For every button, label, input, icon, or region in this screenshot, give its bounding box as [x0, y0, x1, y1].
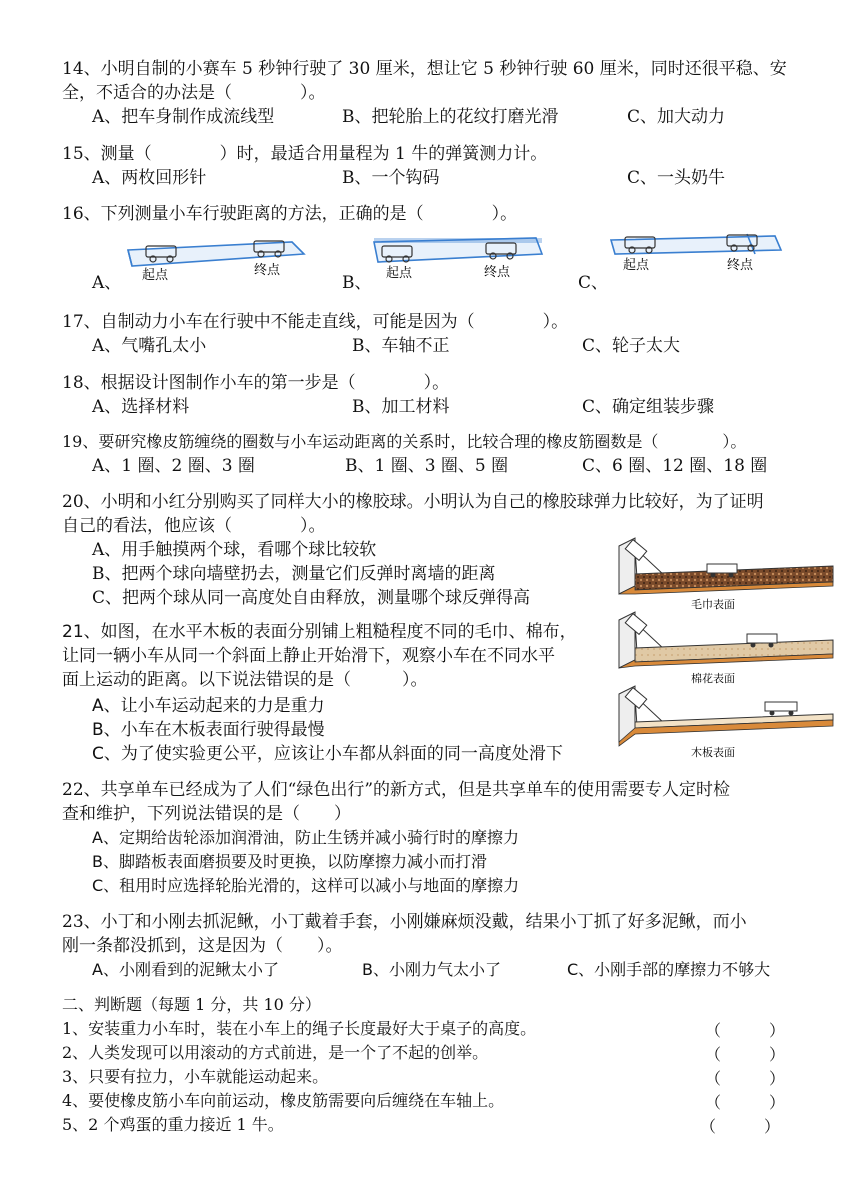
q18-option-c: C、确定组装步骤 [582, 397, 715, 417]
q20-option-b: B、把两个球向墙壁扔去，测量它们反弹时离墙的距离 [92, 564, 496, 584]
q21-stem-line2: 让同一辆小车从同一个斜面上静止开始滑下，观察小车在不同水平 [62, 646, 555, 666]
towel-surface-label: 毛巾表面 [691, 598, 735, 611]
q17-option-b: B、车轴不正 [352, 336, 450, 356]
q16-figure-a [120, 232, 310, 287]
q20-stem-line1: 20、小明和小红分别购买了同样大小的橡胶球。小明认为自己的橡胶球弹力比较好，为了证明 [62, 492, 764, 512]
q16-stem: 16、下列测量小车行驶距离的方法，正确的是（ ）。 [62, 204, 518, 224]
q21-option-a: A、让小车运动起来的力是重力 [92, 696, 325, 716]
q23-option-b: B、小刚力气太小了 [362, 960, 501, 979]
q16c-end-label: 终点 [727, 258, 754, 273]
q18-option-a: A、选择材料 [92, 397, 190, 417]
q21-option-b: B、小车在木板表面行驶得最慢 [92, 720, 325, 740]
q23-option-c: C、小刚手部的摩擦力不够大 [567, 960, 771, 979]
q22-option-b: B、脚踏板表面磨损要及时更换，以防摩擦力减小而打滑 [92, 852, 487, 871]
q17-stem: 17、自制动力小车在行驶中不能走直线，可能是因为（ ）。 [62, 312, 569, 332]
q16c-start-label: 起点 [623, 258, 650, 273]
judge-item-4: 4、要使橡皮筋小车向前运动，橡皮筋需要向后缠绕在车轴上。 [62, 1091, 505, 1110]
q15-option-c: C、一头奶牛 [627, 168, 726, 188]
q16-figure-c [605, 228, 790, 283]
cotton-surface-panel [619, 612, 833, 685]
judge-answer-bracket-4[interactable]: （ ） [705, 1093, 786, 1112]
judge-item-2: 2、人类发现可以用滚动的方式前进，是一个了不起的创举。 [62, 1043, 489, 1062]
q23-stem-line1: 23、小丁和小刚去抓泥鳅，小丁戴着手套，小刚嫌麻烦没戴，结果小丁抓了好多泥鳅，而小 [62, 912, 747, 932]
q14-option-b: B、把轮胎上的花纹打磨光滑 [342, 107, 559, 127]
q19-option-b: B、1 圈、3 圈、5 圈 [345, 456, 509, 476]
q15-option-a: A、两枚回形针 [92, 168, 207, 188]
q19-option-c: C、6 圈、12 圈、18 圈 [582, 456, 768, 476]
q15-stem: 15、测量（ ）时，最适合用量程为 1 牛的弹簧测力计。 [62, 144, 548, 164]
q14-stem-line1: 14、小明自制的小赛车 5 秒钟行驶了 30 厘米，想让它 5 秒钟行驶 60 厘米，同时还很平稳、安 [62, 59, 787, 79]
q16b-end-label: 终点 [484, 265, 511, 280]
q22-stem-line2: 查和维护，下列说法错误的是（ ） [62, 804, 351, 824]
q17-option-c: C、轮子太大 [582, 336, 681, 356]
q23-option-a: A、小刚看到的泥鳅太小了 [92, 960, 279, 979]
judge-item-3: 3、只要有拉力，小车就能运动起来。 [62, 1067, 329, 1086]
q15-option-b: B、一个钩码 [342, 168, 440, 188]
q19-stem: 19、要研究橡皮筋缠绕的圈数与小车运动距离的关系时，比较合理的橡皮筋圈数是（ ）。 [62, 432, 747, 451]
q18-option-b: B、加工材料 [352, 397, 450, 417]
q21-stem-line3: 面上运动的距离。以下说法错误的是（ ）。 [62, 670, 428, 690]
judge-answer-bracket-2[interactable]: （ ） [705, 1045, 786, 1064]
q21-figure [615, 536, 840, 764]
judge-item-1: 1、安装重力小车时，装在小车上的绳子长度最好大于桌子的高度。 [62, 1019, 537, 1038]
q16-option-b-letter: B、 [342, 273, 372, 293]
wood-surface-label: 木板表面 [691, 746, 735, 759]
q23-stem-line2: 刚一条都没抓到，这是因为（ ）。 [62, 936, 343, 956]
towel-surface-panel [619, 538, 833, 611]
q16a-end-label: 终点 [254, 263, 281, 278]
q14-option-a: A、把车身制作成流线型 [92, 107, 275, 127]
q14-stem-line2: 全，不适合的办法是（ ）。 [62, 83, 326, 103]
q18-stem: 18、根据设计图制作小车的第一步是（ ）。 [62, 373, 450, 393]
q22-stem-line1: 22、共享单车已经成为了人们“绿色出行”的新方式，但是共享单车的使用需要专人定时检 [62, 780, 731, 800]
judge-item-5: 5、2 个鸡蛋的重力接近 1 牛。 [62, 1115, 284, 1134]
q17-option-a: A、气嘴孔太小 [92, 336, 207, 356]
q20-option-a: A、用手触摸两个球，看哪个球比较软 [92, 540, 377, 560]
q16-figure-b [370, 232, 550, 287]
q20-stem-line2: 自己的看法，他应该（ ）。 [62, 516, 326, 536]
q16-option-a-letter: A、 [92, 273, 122, 293]
q21-option-c: C、为了使实验更公平，应该让小车都从斜面的同一高度处滑下 [92, 744, 563, 764]
q22-option-a: A、定期给齿轮添加润滑油，防止生锈并减小骑行时的摩擦力 [92, 828, 519, 847]
cotton-surface-label: 棉花表面 [691, 672, 735, 685]
q22-option-c: C、租用时应选择轮胎光滑的，这样可以减小与地面的摩擦力 [92, 876, 520, 895]
q19-option-a: A、1 圈、2 圈、3 圈 [92, 456, 255, 476]
q16b-start-label: 起点 [386, 266, 413, 281]
q21-stem-line1: 21、如图，在水平木板的表面分别铺上粗糙程度不同的毛巾、棉布， [62, 622, 577, 642]
judge-answer-bracket-3[interactable]: （ ） [705, 1069, 786, 1088]
judge-answer-bracket-5[interactable]: （ ） [700, 1117, 781, 1136]
q14-option-c: C、加大动力 [627, 107, 726, 127]
q20-option-c: C、把两个球从同一高度处自由释放，测量哪个球反弹得高 [92, 588, 531, 608]
judge-heading: 二、判断题（每题 1 分，共 10 分） [62, 995, 321, 1014]
q16a-start-label: 起点 [142, 268, 169, 283]
wood-surface-panel [619, 686, 833, 759]
q16-option-c-letter: C、 [578, 273, 609, 293]
judge-answer-bracket-1[interactable]: （ ） [705, 1021, 786, 1040]
